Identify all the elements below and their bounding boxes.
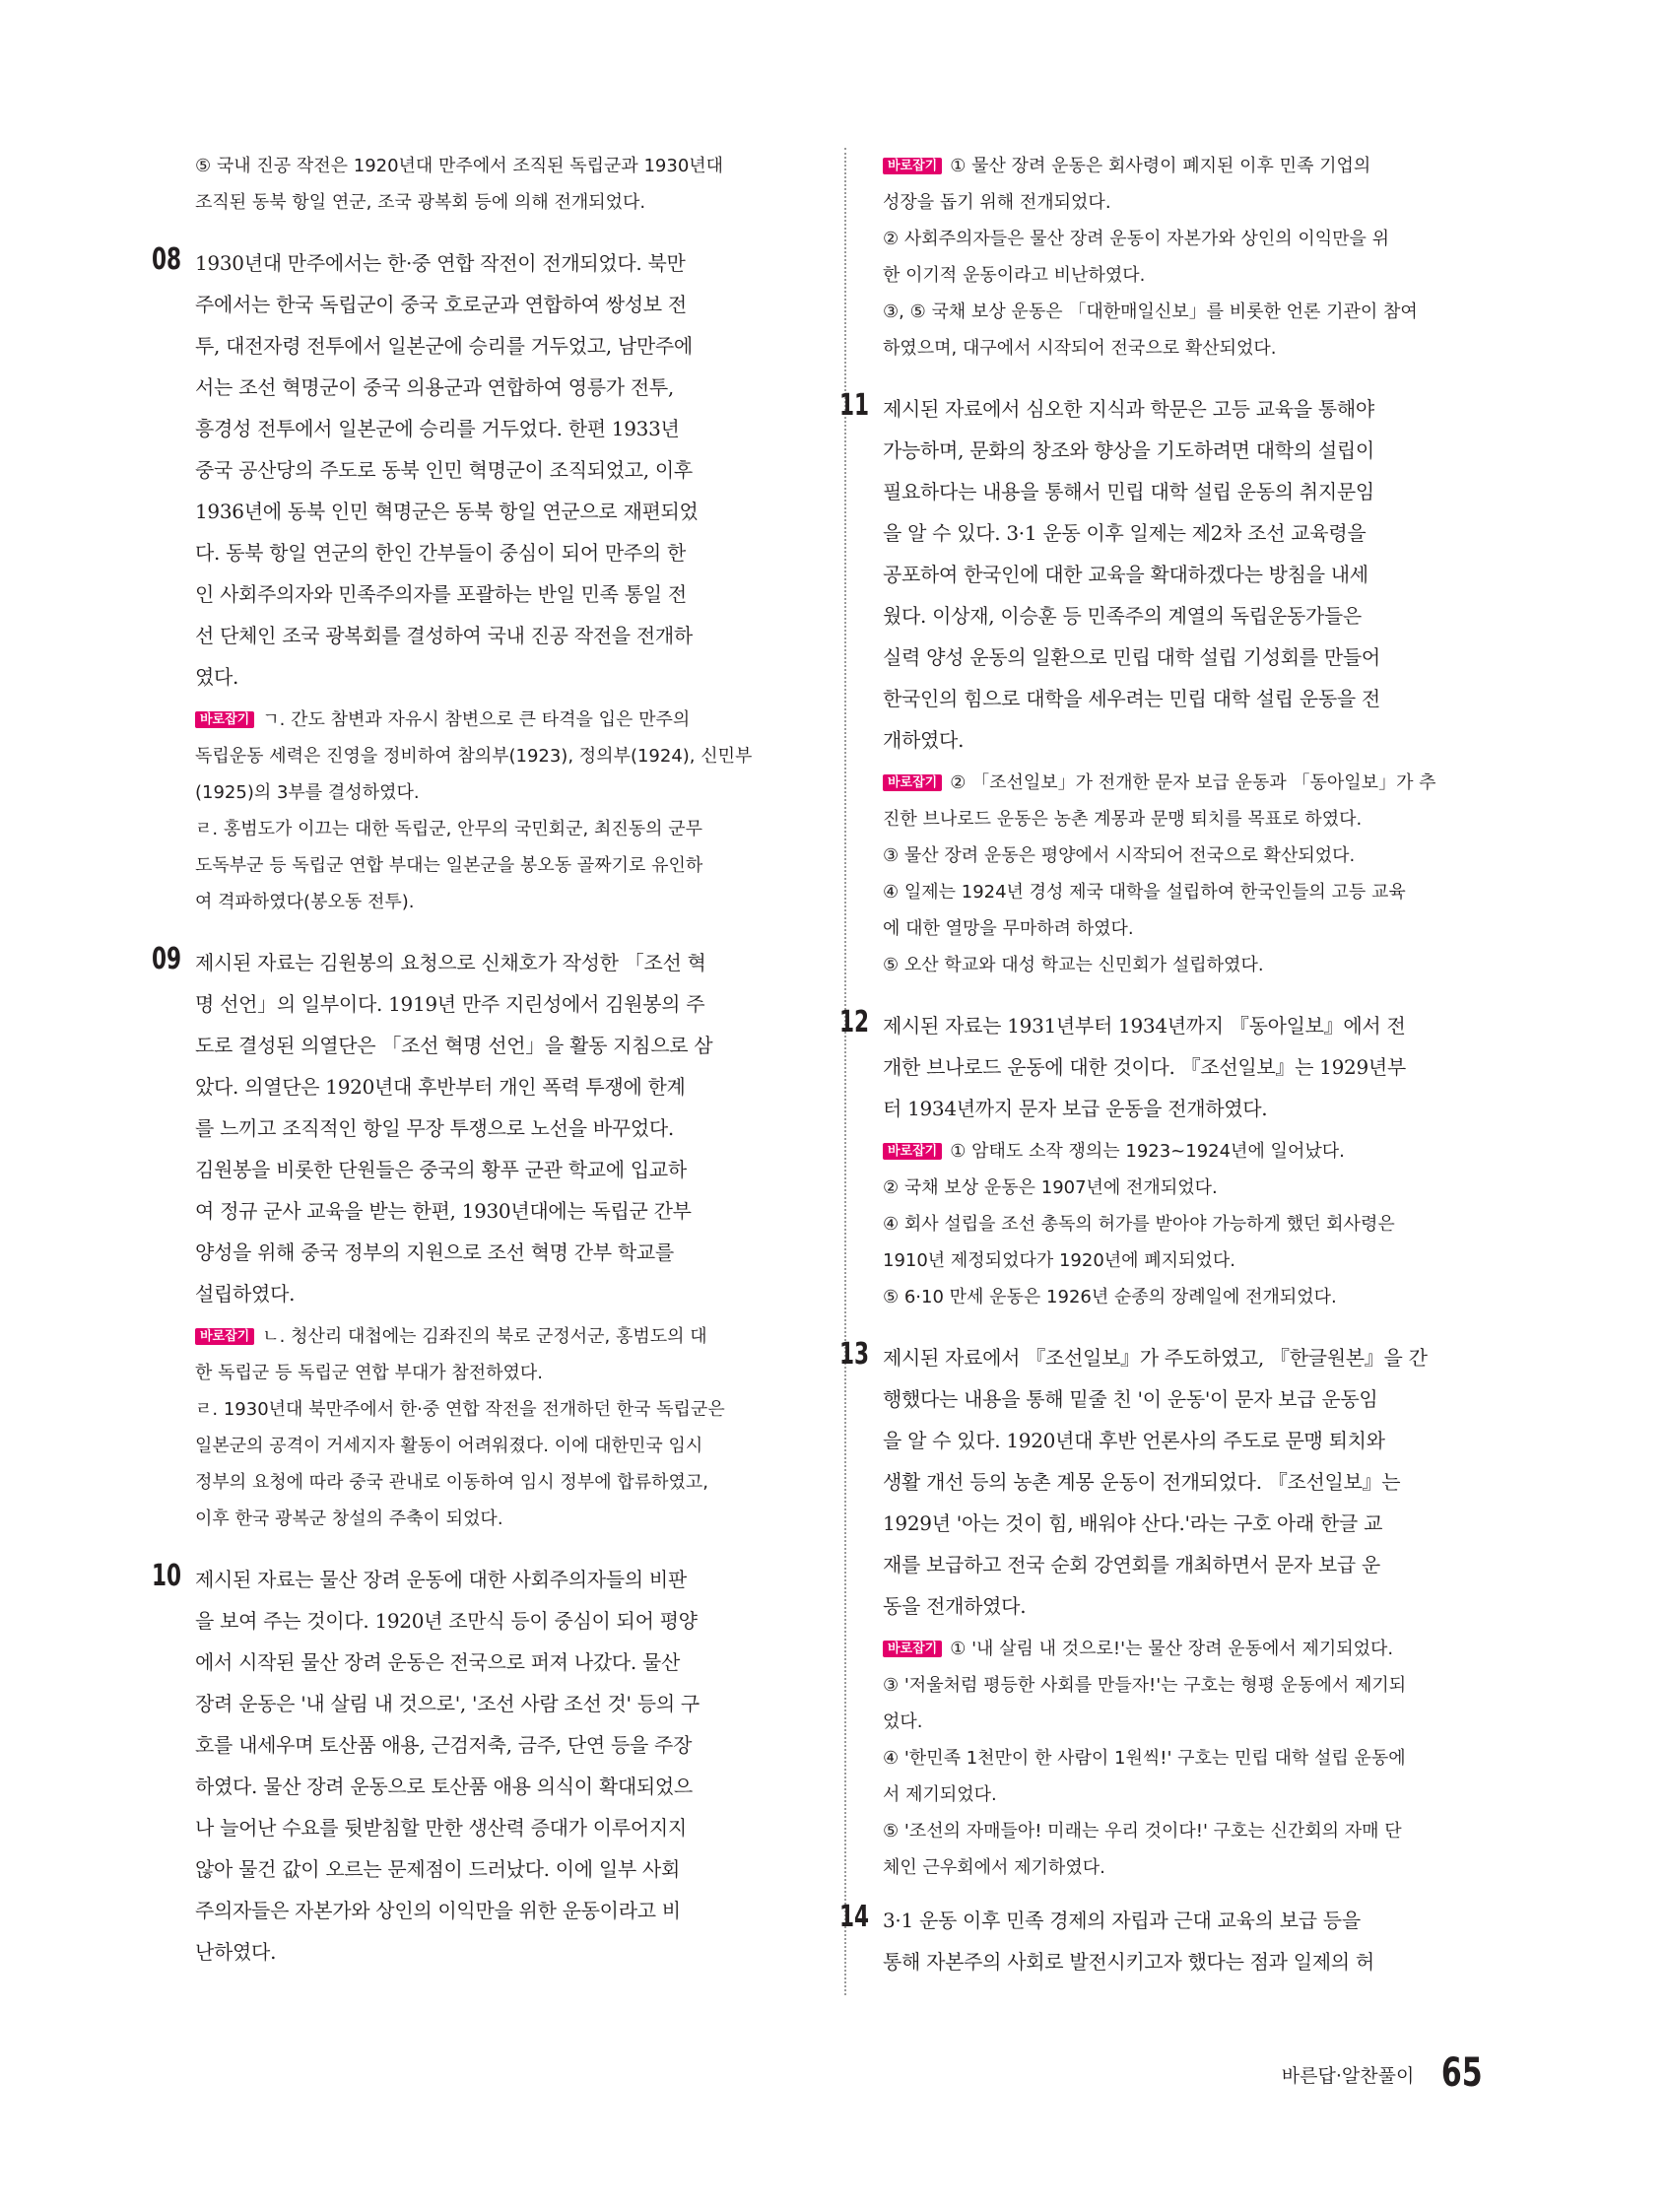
- body-line: 명 선언」의 일부이다. 1919년 만주 지린성에서 김원봉의 주: [195, 992, 705, 1016]
- note-line: 었다.: [883, 1711, 923, 1732]
- body-line: 터 1934년까지 문자 보급 운동을 전개하였다.: [883, 1097, 1268, 1120]
- note-line: [883, 1631, 1474, 1667]
- note-line: 1910년 제정되었다가 1920년에 폐지되었다.: [883, 1250, 1235, 1271]
- note-line: ④ 회사 설립을 조선 총독의 허가를 받아야 가능하게 했던 회사령은: [883, 1214, 1395, 1235]
- body-line: 공포하여 한국인에 대한 교육을 확대하겠다는 방침을 내세: [883, 563, 1368, 586]
- right-column: [839, 148, 1474, 1982]
- body-line: 주의자들은 자본가와 상인의 이익만을 위한 운동이라고 비: [195, 1899, 681, 1922]
- body-line: 호를 내세우며 토산품 애용, 근검저축, 금주, 단연 등을 주장: [195, 1733, 693, 1757]
- note-line: 한 독립군 등 독립군 연합 부대가 참전하였다.: [195, 1363, 544, 1383]
- body-line: 동을 전개하였다.: [883, 1594, 1027, 1618]
- correction-badge: 바로잡기: [195, 711, 254, 728]
- body-line: 을 보여 주는 것이다. 1920년 조만식 등이 중심이 되어 평양: [195, 1609, 698, 1633]
- body-line: 1936년에 동북 인민 혁명군은 동북 항일 연군으로 재편되었: [195, 500, 699, 523]
- footer-label: 바른답·알찬풀이: [1281, 2065, 1415, 2087]
- body-line: 주에서는 한국 독립군이 중국 호로군과 연합하여 쌍성보 전: [195, 293, 687, 316]
- correction-badge: 바로잡기: [883, 774, 942, 791]
- note-line: 정부의 요청에 따라 중국 관내로 이동하여 임시 정부에 합류하였고,: [195, 1472, 708, 1493]
- item-number: 12: [839, 1005, 870, 1039]
- body-line: 행했다는 내용을 통해 밑줄 친 '이 운동'이 문자 보급 운동임: [883, 1387, 1378, 1411]
- note-text: ㄴ. 청산리 대첩에는 김좌진의 북로 군정서군, 홍범도의 대: [262, 1326, 707, 1347]
- right-top-note: [883, 148, 1474, 367]
- left-column: [152, 148, 786, 1973]
- answer-item-08: [152, 242, 786, 920]
- note-line: ⑤ 오산 학교와 대성 학교는 신민회가 설립하였다.: [883, 955, 1264, 975]
- note-line: [195, 1318, 786, 1355]
- note-line: [883, 1133, 1474, 1170]
- body-line: 3·1 운동 이후 민족 경제의 자립과 근대 교육의 보급 등을: [883, 1909, 1361, 1932]
- body-line: 재를 보급하고 전국 순회 강연회를 개최하면서 문자 보급 운: [883, 1553, 1380, 1576]
- body-line: 난하였다.: [195, 1940, 277, 1964]
- body-line: 에서 시작된 물산 장려 운동은 전국으로 퍼져 나갔다. 물산: [195, 1650, 680, 1674]
- note-line: 에 대한 열망을 무마하려 하였다.: [883, 918, 1134, 939]
- answer-item-14: [839, 1900, 1474, 1982]
- body-line: 나 늘어난 수요를 뒷받침할 만한 생산력 증대가 이루어지지: [195, 1816, 687, 1840]
- note-line: 일본군의 공격이 거세지자 활동이 어려워졌다. 이에 대한민국 임시: [195, 1436, 703, 1456]
- body-line: 을 알 수 있다. 1920년대 후반 언론사의 주도로 문맹 퇴치와: [883, 1429, 1385, 1452]
- answer-item-13: [839, 1337, 1474, 1886]
- body-line: 장려 운동은 '내 살림 내 것으로', '조선 사람 조선 것' 등의 구: [195, 1692, 700, 1715]
- body-line: 도로 결성된 의열단은 「조선 혁명 선언」을 활동 지침으로 삼: [195, 1034, 713, 1057]
- note-line: [883, 765, 1474, 801]
- body-line: 를 느끼고 조직적인 항일 무장 투쟁으로 노선을 바꾸었다.: [195, 1116, 674, 1140]
- note-line: 조직된 동북 항일 연군, 조국 광복회 등에 의해 전개되었다.: [195, 192, 646, 213]
- body-line: 양성을 위해 중국 정부의 지원으로 조선 혁명 간부 학교를: [195, 1240, 674, 1264]
- body-line: 김원봉을 비롯한 단원들은 중국의 황푸 군관 학교에 입교하: [195, 1158, 687, 1181]
- note-line: 성장을 돕기 위해 전개되었다.: [883, 192, 1111, 213]
- body-line: 웠다. 이상재, 이승훈 등 민족주의 계열의 독립운동가들은: [883, 604, 1362, 628]
- body-line: 하였다. 물산 장려 운동으로 토산품 애용 의식이 확대되었으: [195, 1775, 693, 1798]
- body-line: 제시된 자료는 김원봉의 요청으로 신채호가 작성한 「조선 혁: [195, 951, 706, 974]
- body-line: 생활 개선 등의 농촌 계몽 운동이 전개되었다. 『조선일보』는: [883, 1470, 1401, 1494]
- body-line: 1930년대 만주에서는 한·중 연합 작전이 전개되었다. 북만: [195, 251, 686, 275]
- note-line: ③ '저울처럼 평등한 사회를 만들자!'는 구호는 형평 운동에서 제기되: [883, 1675, 1407, 1696]
- note-line: ② 국채 보상 운동은 1907년에 전개되었다.: [883, 1177, 1218, 1198]
- correction-notes: [195, 702, 786, 920]
- note-text: ① '내 살림 내 것으로!'는 물산 장려 운동에서 제기되었다.: [950, 1639, 1394, 1659]
- body-line: 필요하다는 내용을 통해서 민립 대학 설립 운동의 취지문임: [883, 480, 1374, 503]
- note-line: ⑤ '조선의 자매들아! 미래는 우리 것이다!' 구호는 신간회의 자매 단: [883, 1821, 1402, 1842]
- page-footer: [1281, 2047, 1483, 2096]
- note-line: ④ 일제는 1924년 경성 제국 대학을 설립하여 한국인들의 고등 교육: [883, 882, 1406, 903]
- item-number: 14: [839, 1900, 870, 1934]
- body-line: 개하였다.: [883, 728, 965, 752]
- correction-badge: 바로잡기: [883, 1143, 942, 1160]
- body-line: 흥경성 전투에서 일본군에 승리를 거두었다. 한편 1933년: [195, 417, 680, 440]
- body-line: 않아 물건 값이 오르는 문제점이 드러났다. 이에 일부 사회: [195, 1857, 680, 1881]
- answer-item-12: [839, 1005, 1474, 1315]
- correction-badge: 바로잡기: [195, 1328, 254, 1345]
- body-line: 다. 동북 항일 연군의 한인 간부들이 중심이 되어 만주의 한: [195, 541, 687, 565]
- item-number: 09: [152, 942, 182, 976]
- body-line: 제시된 자료에서 심오한 지식과 학문은 고등 교육을 통해야: [883, 397, 1374, 421]
- body-line: 인 사회주의자와 민족주의자를 포괄하는 반일 민족 통일 전: [195, 582, 687, 606]
- body-line: 개한 브나로드 운동에 대한 것이다. 『조선일보』는 1929년부: [883, 1055, 1406, 1079]
- note-line: [883, 148, 1474, 184]
- page-number: 65: [1441, 2050, 1483, 2096]
- note-line: 한 이기적 운동이라고 비난하였다.: [883, 265, 1146, 286]
- note-line: 이후 한국 광복군 창설의 주축이 되었다.: [195, 1508, 503, 1529]
- correction-notes: [883, 765, 1474, 983]
- note-text: ① 물산 장려 운동은 회사령이 폐지된 이후 민족 기업의: [950, 156, 1371, 176]
- body-line: 선 단체인 조국 광복회를 결성하여 국내 진공 작전을 전개하: [195, 624, 693, 647]
- correction-notes: [883, 1631, 1474, 1886]
- body-line: 투, 대전자령 전투에서 일본군에 승리를 거두었고, 남만주에: [195, 334, 693, 358]
- body-line: 제시된 자료에서 『조선일보』가 주도하였고, 『한글원본』을 간: [883, 1346, 1428, 1370]
- item-number: 08: [152, 242, 182, 277]
- note-text: ② 「조선일보」가 전개한 문자 보급 운동과 「동아일보」가 추: [950, 772, 1436, 793]
- correction-badge: 바로잡기: [883, 1641, 942, 1657]
- body-line: 가능하며, 문화의 창조와 향상을 기도하려면 대학의 설립이: [883, 438, 1374, 462]
- answer-item-10: [152, 1559, 786, 1973]
- note-line: ③, ⑤ 국채 보상 운동은 「대한매일신보」를 비롯한 언론 기관이 참여: [883, 302, 1418, 322]
- note-line: ㄹ. 홍범도가 이끄는 대한 독립군, 안무의 국민회군, 최진동의 군무: [195, 819, 703, 839]
- body-line: 여 정규 군사 교육을 받는 한편, 1930년대에는 독립군 간부: [195, 1199, 692, 1223]
- note-line: ② 사회주의자들은 물산 장려 운동이 자본가와 상인의 이익만을 위: [883, 229, 1389, 249]
- body-line: 실력 양성 운동의 일환으로 민립 대학 설립 기성회를 만들어: [883, 645, 1380, 669]
- note-line: 하였으며, 대구에서 시작되어 전국으로 확산되었다.: [883, 338, 1277, 359]
- answer-item-11: [839, 388, 1474, 983]
- correction-notes: [195, 1318, 786, 1537]
- body-line: 통해 자본주의 사회로 발전시키고자 했다는 점과 일제의 허: [883, 1950, 1374, 1974]
- note-line: ㄹ. 1930년대 북만주에서 한·중 연합 작전을 전개하던 한국 독립군은: [195, 1399, 725, 1420]
- note-line: 여 격파하였다(봉오동 전투).: [195, 892, 415, 912]
- body-line: 서는 조선 혁명군이 중국 의용군과 연합하여 영릉가 전투,: [195, 375, 674, 399]
- item-number: 10: [152, 1559, 182, 1593]
- body-line: 였다.: [195, 665, 239, 689]
- left-top-note: [195, 148, 786, 221]
- item-number: 13: [839, 1337, 870, 1372]
- note-text: ① 암태도 소작 쟁의는 1923~1924년에 일어났다.: [950, 1141, 1345, 1162]
- body-line: 을 알 수 있다. 3·1 운동 이후 일제는 제2차 조선 교육령을: [883, 521, 1367, 545]
- body-line: 았다. 의열단은 1920년대 후반부터 개인 폭력 투쟁에 한계: [195, 1075, 686, 1099]
- body-line: 제시된 자료는 1931년부터 1934년까지 『동아일보』에서 전: [883, 1014, 1406, 1038]
- body-line: 1929년 '아는 것이 힘, 배워야 산다.'라는 구호 아래 한글 교: [883, 1511, 1383, 1535]
- note-text: ㄱ. 간도 참변과 자유시 참변으로 큰 타격을 입은 만주의: [262, 709, 691, 730]
- body-line: 설립하였다.: [195, 1282, 296, 1306]
- note-line: ④ '한민족 1천만이 한 사람이 1원씩!' 구호는 민립 대학 설립 운동에: [883, 1748, 1406, 1769]
- note-line: ③ 물산 장려 운동은 평양에서 시작되어 전국으로 확산되었다.: [883, 845, 1356, 866]
- note-line: 진한 브나로드 운동은 농촌 계몽과 문맹 퇴치를 목표로 하였다.: [883, 809, 1363, 830]
- note-line: [195, 702, 786, 738]
- item-number: 11: [839, 388, 870, 423]
- body-line: 한국인의 힘으로 대학을 세우려는 민립 대학 설립 운동을 전: [883, 687, 1380, 710]
- note-line: 도독부군 등 독립군 연합 부대는 일본군을 봉오동 골짜기로 유인하: [195, 855, 703, 876]
- correction-notes: [883, 1133, 1474, 1315]
- note-line: 체인 근우회에서 제기하였다.: [883, 1857, 1105, 1878]
- note-line: (1925)의 3부를 결성하였다.: [195, 782, 420, 803]
- body-line: 중국 공산당의 주도로 동북 인민 혁명군이 조직되었고, 이후: [195, 458, 693, 482]
- note-line: ⑤ 6·10 만세 운동은 1926년 순종의 장례일에 전개되었다.: [883, 1287, 1337, 1307]
- body-line: 제시된 자료는 물산 장려 운동에 대한 사회주의자들의 비판: [195, 1568, 687, 1591]
- column-divider: [844, 148, 846, 1995]
- note-line: ⑤ 국내 진공 작전은 1920년대 만주에서 조직된 독립군과 1930년대: [195, 156, 724, 176]
- note-line: 독립운동 세력은 진영을 정비하여 참의부(1923), 정의부(1924), 신민부: [195, 746, 753, 767]
- answer-item-09: [152, 942, 786, 1537]
- note-line: 서 제기되었다.: [883, 1784, 997, 1805]
- correction-badge: 바로잡기: [883, 158, 942, 174]
